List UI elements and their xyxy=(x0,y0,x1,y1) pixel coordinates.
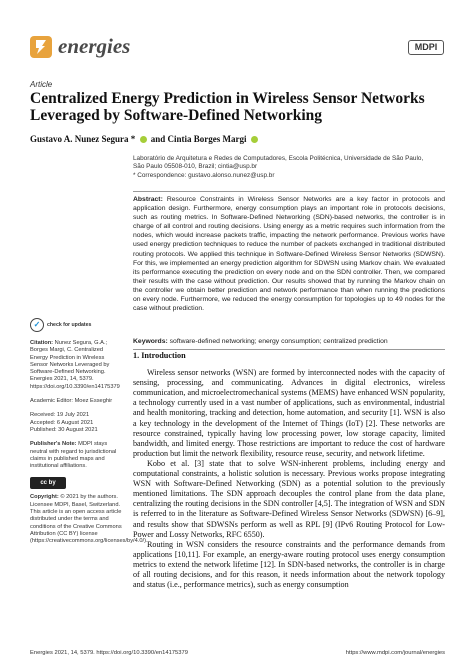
footer-journal-link[interactable]: https://www.mdpi.com/journal/energies xyxy=(345,650,445,656)
copyright-label: Copyright: xyxy=(30,494,59,501)
article-title: Centralized Energy Prediction in Wireless Sensor Networks Leveraged by Software-Defined Networking xyxy=(30,90,425,124)
divider xyxy=(133,349,445,350)
check-updates-label: check for updates xyxy=(47,322,92,328)
sidebar xyxy=(30,318,148,553)
abstract-label: Abstract: xyxy=(133,196,163,203)
published-date: Published: 30 August 2021 xyxy=(30,426,98,433)
author-list xyxy=(30,134,260,144)
keywords-label: Keywords: xyxy=(133,338,168,345)
check-for-updates-button[interactable] xyxy=(30,318,122,332)
affiliation xyxy=(133,155,443,180)
divider xyxy=(133,191,445,192)
orcid-icon[interactable] xyxy=(140,136,147,143)
check-updates-icon: ✓ xyxy=(30,318,44,332)
article-body xyxy=(133,351,445,590)
citation-label: Citation: xyxy=(30,340,54,346)
journal-logo-icon xyxy=(30,36,52,58)
keywords xyxy=(133,337,445,346)
correspondence[interactable]: * Correspondence: gustavo.alonso.nunez@usp.br xyxy=(133,171,275,179)
author-conjunction: and xyxy=(150,134,166,144)
abstract-text: Resource Constraints in Wireless Sensor Networks are a key factor in protocols and application design. Furthermore, energy consumption plays an important role in protocols decisions, such as routing metrics. In Software-Defined Networking (SDN)-based networks, the controller is in charge of all control and routing decisions. Using energy as a metric requires such information from the nodes, which would increase packets traffic, impacting the network performance. Previous works have used energy prediction techniques to reduce the number of packets exchanged in traditional distributed routing protocols. We applied this technique in Software-Defined Wireless Sensor Networks (SDWSN). For this, we implemented an energy prediction algorithm for SDWSN using Markov chain. We evaluated its performance executing the prediction on every node and on the SDN controller. Then, we compared their results with the case without prediction. Our results showed that by running the Markov chain on the controller we obtain better prediction and network performance than when running the predictions on every node. Furthermore, we reduced the energy consumption for topologies up to 49 nodes for the case without prediction. xyxy=(133,196,445,313)
publisher-logo[interactable]: MDPI xyxy=(408,40,444,55)
affiliation-line: Laboratório de Arquitetura e Redes de Computadores, Escola Politécnica, Universidade de São Paulo, xyxy=(133,155,424,162)
footer-citation[interactable]: Energies 2021, 14, 5379. https://doi.org/10.3390/en14175379 xyxy=(30,650,188,656)
publisher-note-text: MDPI stays neutral with regard to jurisdictional claims in published maps and institutional affiliations. xyxy=(30,441,117,470)
orcid-icon[interactable] xyxy=(251,136,258,143)
paragraph: Routing in WSN considers the resource constraints and the performance demands from applications [10,11]. For example, an energy-aware routing protocol uses energy consumption metrics to extend the network lifetime [12]. In SDN-based networks, the controller is in charge of all routing decisions, and for this reason, it needs information about the network topology and status (i.e., performance metrics), such as energy consumption xyxy=(133,539,445,590)
keywords-text: software-defined networking; energy consumption; centralized prediction xyxy=(169,338,388,345)
section-heading: 1. Introduction xyxy=(133,351,186,360)
accepted-date: Accepted: 6 August 2021 xyxy=(30,419,94,426)
journal-name[interactable]: energies xyxy=(58,34,131,58)
citation-text[interactable]: Nunez Segura, G.A.; Borges Margi, C. Centralized Energy Prediction in Wireless Sensor Networks Leveraged by Software-Defined Networking. Energies 2021, 14, 5379. https://doi.org/10.3390/en14175379 xyxy=(30,340,120,390)
received-date: Received: 19 July 2021 xyxy=(30,412,90,419)
article-type: Article xyxy=(30,80,53,89)
author-first[interactable]: Gustavo A. Nunez Segura * xyxy=(30,134,136,144)
paragraph: Kobo et al. [3] state that to solve WSN-inherent problems, including energy and computational constraints, a holistic solution is necessary. Previous works propose integrating WSN with Software-Defined Networking (SDN) as a potential solution to the previously mentioned limitations. The SDN approach decouples the control plane from the data plane, centralizing the routing decisions in the SDN controller [4,5]. The integration of WSN and SDN is referred to in the literature as Software-Defined Wireless Sensor Networks (SDWSN) [6–9], and results show that SDWSNs perform as well as RPL [9] (IPv6 Routing Protocol for Low-Power and Lossy Networks, RFC 6550). xyxy=(133,458,445,539)
page-footer xyxy=(30,650,445,656)
publisher-note xyxy=(30,441,122,470)
academic-editor: Academic Editor: Moez Esseghir xyxy=(30,398,113,405)
abstract xyxy=(133,195,445,313)
copyright-text: © 2021 by the authors. Licensee MDPI, Basel, Switzerland. This article is an open access article distributed under the terms and conditions of the Creative Commons Attribution (CC BY) license (https://creativecommons.org/licenses/by/4.0/). xyxy=(30,494,148,545)
affiliation-line: São Paulo 05508-010, Brazil; cintia@usp.br xyxy=(133,163,258,171)
cc-by-license-icon[interactable]: cc by xyxy=(30,477,66,489)
author-second[interactable]: Cintia Borges Margi xyxy=(167,134,247,144)
dates xyxy=(30,412,122,434)
paragraph: Wireless sensor networks (WSN) are formed by interconnected nodes with the capacity of sensing, processing, and communicating. Advances in digital electronics, wireless communication, and microelectromechanical systems (MEMS) have enhanced WSN popularity, a technology currently used in a vast number of applications, such as environmental, industrial and health monitoring, tracking and detection, home automation, and security [1]. WSN is also a key technology in the development of the Internet of Things (IoT) [2]. These networks are resource constrained, typically having low processing power, low storage capacity, limited bandwidth, and limited energy. Those restrictions are important to reduce the cost of hardware production but limit the network flexibility, resource reuse, security, and network lifetime. xyxy=(133,368,445,458)
copyright xyxy=(30,494,148,545)
citation xyxy=(30,340,122,391)
publisher-note-label: Publisher's Note: xyxy=(30,441,77,448)
